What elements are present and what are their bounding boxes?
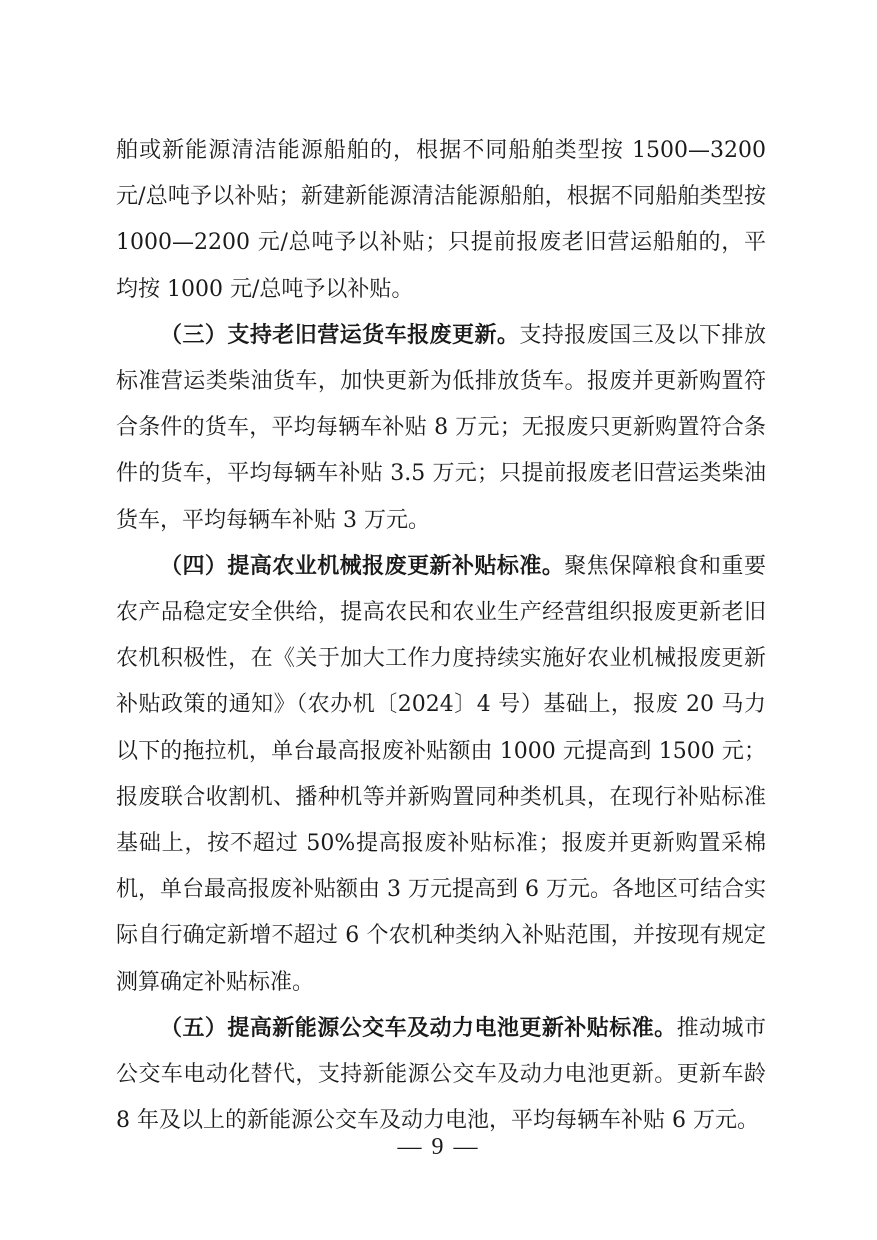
page-number: — 9 — <box>397 1134 480 1160</box>
section-heading: （三）支持老旧营运货车报废更新。 <box>160 322 520 348</box>
paragraph-text: 舶或新能源清洁能源船舶的，根据不同船舶类型按 1500—3200 元/总吨予以补贴；新建新能源清洁能源船舶，根据不同船舶类型按 1000—2200 元/总吨予以补贴；只提前报废老旧营运船舶的，平均按 1000 元/总吨予以补贴。 <box>116 138 766 302</box>
paragraph-section-5 <box>116 1006 766 1145</box>
body-text <box>116 128 766 1144</box>
paragraph-text: 推动城市公交车电动化替代，支持新能源公交车及动力电池更新。更新车龄 8 年及以上的新能源公交车及动力电池，平均每辆车补贴 6 万元。 <box>116 1015 766 1134</box>
section-heading: （五）提高新能源公交车及动力电池更新补贴标准。 <box>160 1015 677 1041</box>
paragraph-section-3 <box>116 313 766 544</box>
paragraph-text: 支持报废国三及以下排放标准营运类柴油货车，加快更新为低排放货车。报废并更新购置符合条件的货车，平均每辆车补贴 8 万元；无报废只更新购置符合条件的货车，平均每辆车补贴 3.5 万元；只提前报废老旧营运类柴油货车，平均每辆车补贴 3 万元。 <box>116 322 766 533</box>
paragraph-section-4 <box>116 544 766 1006</box>
paragraph-text: 聚焦保障粮食和重要农产品稳定安全供给，提高农民和农业生产经营组织报废更新老旧农机积极性，在《关于加大工作力度持续实施好农业机械报废更新补贴政策的通知》（农办机〔2024〕4 号）基础上，报废 20 马力以下的拖拉机，单台最高报废补贴额由 1000 元提高到 1500 元；报废联合收割机、播种机等并新购置同种类机具，在现行补贴标准基础上，按不超过 50%提高报废补贴标准；报废并更新购置采棉机，单台最高报废补贴额由 3 万元提高到 6 万元。各地区可结合实际自行确定新增不超过 6 个农机种类纳入补贴范围，并按现有规定测算确定补贴标准。 <box>116 553 766 995</box>
paragraph-continuation <box>116 128 766 313</box>
section-heading: （四）提高农业机械报废更新补贴标准。 <box>160 553 565 579</box>
